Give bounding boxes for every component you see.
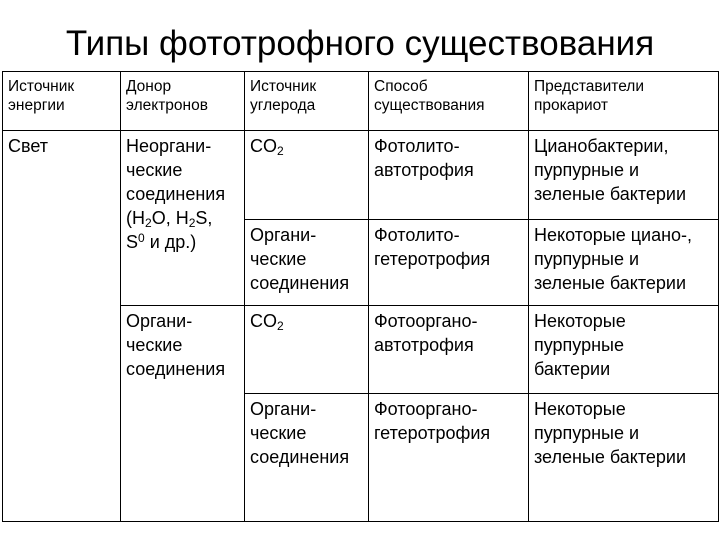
- cell-carbon-source: Органи- ческие соединения: [245, 394, 369, 522]
- superscript: 0: [138, 231, 145, 245]
- cell-representatives: Некоторые пурпурные и зеленые бактерии: [529, 394, 719, 522]
- subscript: 2: [277, 319, 284, 333]
- subscript: 2: [277, 144, 284, 158]
- cell-carbon-source: [245, 131, 369, 220]
- co2-text: CO: [250, 311, 277, 331]
- header-row: [3, 72, 719, 131]
- subscript: 2: [188, 216, 196, 230]
- cell-representatives: Некоторые пурпурные бактерии: [529, 306, 719, 394]
- header-representatives: Представители прокариот: [529, 72, 719, 131]
- cell-representatives: Цианобактерии, пурпурные и зеленые бактерии: [529, 131, 719, 220]
- cell-carbon-source: [245, 306, 369, 394]
- cell-mode: Фотолито- автотрофия: [369, 131, 529, 220]
- cell-donor-inorganic: [121, 131, 245, 306]
- phototrophy-table: [2, 71, 719, 522]
- donor-text: и др.): [144, 232, 197, 252]
- donor-text: Неоргани- ческие соединения (H: [126, 136, 226, 228]
- cell-carbon-source: Органи- ческие соединения: [245, 220, 369, 306]
- co2-text: CO: [250, 136, 277, 156]
- cell-mode: Фотооргано- гетеротрофия: [369, 394, 529, 522]
- cell-energy-source: Свет: [3, 131, 121, 522]
- page-title: Типы фототрофного существования: [65, 24, 655, 63]
- header-energy-source: Источник энергии: [3, 72, 121, 131]
- subscript: 2: [145, 216, 152, 230]
- table-row: [3, 131, 719, 220]
- donor-text: O, H: [151, 208, 189, 228]
- cell-mode: Фотооргано- автотрофия: [369, 306, 529, 394]
- cell-donor-organic: Органи- ческие соединения: [121, 306, 245, 522]
- donor-text: S, S: [126, 208, 213, 252]
- header-mode: Способ существования: [369, 72, 529, 131]
- cell-representatives: Некоторые циано-, пурпурные и зеленые бактерии: [529, 220, 719, 306]
- header-electron-donor: Донор электронов: [121, 72, 245, 131]
- header-carbon-source: Источник углерода: [245, 72, 369, 131]
- cell-mode: Фотолито- гетеротрофия: [369, 220, 529, 306]
